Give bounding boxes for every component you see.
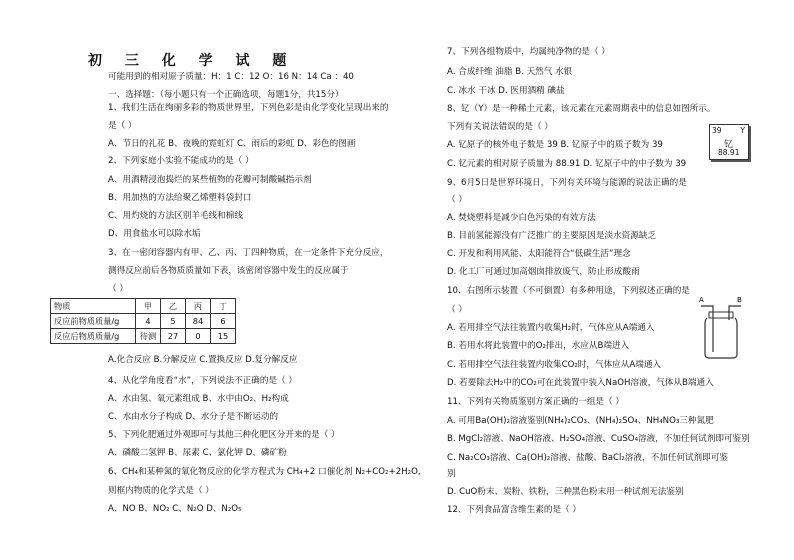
left-line: C、用灼烧的方法区别羊毛线和棉线 (108, 211, 243, 221)
table-cell: 4 (136, 314, 161, 329)
element-name: 钇 (724, 140, 734, 150)
right-line: 7、下列各组物质中，均属纯净物的是（ ） (447, 47, 610, 57)
table-cell: 反应后物质质量/g (51, 329, 136, 344)
right-line: A. 若用排空气法往装置内收集H₂时，气体应从A端通入 (447, 323, 655, 333)
left-line: A、水由氢、氧元素组成 B、水中由O₂、H₂构成 (108, 394, 289, 404)
right-line: 9、6月5日是世界环境日，下列有关环境与能源的说法正确的是 (447, 178, 687, 188)
left-line: 测得反应前后各物质质量如下表，该密闭容器中发生的反应属于 (108, 266, 349, 276)
left-line: 5、下列化肥通过外观即可与其他三种化肥区分开来的是（ ） (108, 430, 340, 440)
left-line: 4、从化学角度看“水”，下列说法不正确的是（ ） (108, 376, 297, 386)
element-symbol: Y (740, 126, 745, 135)
right-line: D. CuO粉末、炭粉、铁粉，三种黑色粉末用一种试剂无法鉴别 (447, 487, 684, 497)
table-row (51, 329, 236, 344)
long-tube (701, 306, 713, 352)
right-line: B. 若用水将此装置中的O₂排出，水应从B端进入 (447, 341, 630, 351)
left-line: C、水由水分子构成 D、水分子是不断运动的 (108, 412, 279, 422)
left-line: 可能用到的相对原子质量：H：1 C：12 O：16 N：14 Ca ：40 (108, 72, 354, 82)
right-line: A. 合成纤维 油脂 B. 天然气 水银 (447, 67, 573, 77)
stopper (709, 312, 733, 318)
right-line: 下列有关说法错误的是（ ） (447, 122, 553, 132)
right-line: 8、钇（Y）是一种稀土元素，该元素在元素周期表中的信息如图所示。 (447, 104, 716, 114)
label-b: B (737, 296, 742, 304)
mass-table (50, 298, 236, 344)
right-line: D. 若要除去H₂中的CO₂可在此装置中装入NaOH溶液，气体从B端通入 (447, 378, 714, 388)
left-line: 1、我们生活在绚丽多彩的物质世界里，下列色彩是由化学变化呈现出来的 (108, 103, 389, 113)
table-header-cell: 丁 (211, 299, 236, 314)
table-header-cell: 乙 (161, 299, 186, 314)
table-header-cell: 甲 (136, 299, 161, 314)
right-line: （ ） (447, 305, 467, 315)
left-line: 2、下列家庭小实验不能成功的是（ ） (108, 156, 254, 166)
right-line: A. 可用Ba(OH)₂溶液鉴别(NH₄)₂CO₃、(NH₄)₂SO₄、NH₄NO₃三种氮肥 (447, 416, 714, 426)
left-line: （ ） (108, 284, 128, 294)
left-line: 则框内物质的化学式是（ ） (108, 486, 214, 496)
table-cell: 84 (186, 314, 211, 329)
table-cell: 5 (161, 314, 186, 329)
left-line: A、用酒精浸泡捣烂的某些植物的花瓣可制酸碱指示剂 (108, 175, 312, 185)
table-cell: 反应前物质质量/g (51, 314, 136, 329)
right-line: C. 钇元素的相对原子质量为 88.91 D. 钇原子中的中子数为 39 (447, 159, 687, 169)
left-line: 一、选择题：（每小题只有一个正确选项，每题1分，共15分） (108, 90, 344, 100)
table-header-cell: 丙 (186, 299, 211, 314)
right-line: C. Na₂CO₃溶液、Ca(OH)₂溶液、盐酸、BaCl₂溶液，不加任何试剂即可鉴 (447, 453, 728, 463)
left-line: 是（ ） (108, 121, 137, 131)
gas-bottle-apparatus (697, 294, 745, 360)
right-line: 10、右图所示装置（不可倒置）有多种用途，下列叙述正确的是 (447, 286, 690, 296)
right-line: 12、下列食品富含维生素的是（ ） (447, 505, 581, 515)
table-header-cell: 物质 (51, 299, 136, 314)
table-cell: 6 (211, 314, 236, 329)
left-line: A、NO B、NO₂ C、N₂O D、N₂O₅ (108, 504, 242, 514)
atomic-number: 39 (712, 126, 722, 135)
right-line: D. 化工厂可通过加高烟囱排放废气，防止形成酸雨 (447, 267, 640, 277)
left-line: A、节日的礼花 B、夜晚的霓虹灯 C、雨后的彩虹 D、彩色的图画 (108, 139, 356, 149)
short-tube (729, 306, 741, 320)
left-line: A.化合反应 B.分解反应 C.置换反应 D.复分解反应 (108, 355, 298, 365)
left-line: B、用加热的方法给聚乙烯塑料袋封口 (108, 193, 252, 203)
right-line: C. 开发和利用风能、太阳能符合“低碳生活”理念 (447, 249, 631, 259)
bottle (705, 318, 737, 358)
left-line: A、磷酸二氢钾 B、尿素 C、氯化钾 D、磷矿粉 (108, 448, 287, 458)
atomic-mass: 88.91 (718, 148, 740, 157)
table-row (51, 314, 236, 329)
table-header-row (51, 299, 236, 314)
right-line: A. 焚烧塑料是减少白色污染的有效方法 (447, 213, 596, 223)
table-cell: 27 (161, 329, 186, 344)
table-cell: 待测 (136, 329, 161, 344)
right-line: A. 钇原子的核外电子数是 39 B. 钇原子中的质子数为 39 (447, 140, 663, 150)
exam-title: 初 三 化 学 试 题 (88, 53, 296, 69)
right-line: （ ） (447, 195, 467, 205)
label-a: A (699, 296, 704, 304)
right-line: 11、下列有关物质鉴别方案正确的一组是（ ） (447, 397, 624, 407)
right-line: B. MgCl₂溶液、NaOH溶液、H₂SO₄溶液、CuSO₄溶液，不加任何试剂即可鉴别 (447, 434, 750, 444)
element-info-box (709, 124, 749, 160)
right-line: C. 冰水 干冰 D. 医用酒精 碘盐 (447, 86, 565, 96)
right-line: C. 若用排空气法往装置内收集CO₂时，气体应从A端通入 (447, 360, 662, 370)
table-cell: 0 (186, 329, 211, 344)
left-line: D、用食盐水可以除水垢 (108, 229, 201, 239)
table-cell: 15 (211, 329, 236, 344)
right-line: 别 (447, 469, 456, 479)
left-line: 3、在一密闭容器内有甲、乙、丙、丁四种物质，在一定条件下充分反应， (108, 248, 389, 258)
left-line: 6、CH₄和某种氮的氧化物反应的化学方程式为 CH₄+2 口催化剂 N₂+CO₂+2H₂O, (108, 467, 421, 477)
right-line: B. 目前氢能源没有广泛推广的主要原因是淡水资源缺乏 (447, 231, 657, 241)
